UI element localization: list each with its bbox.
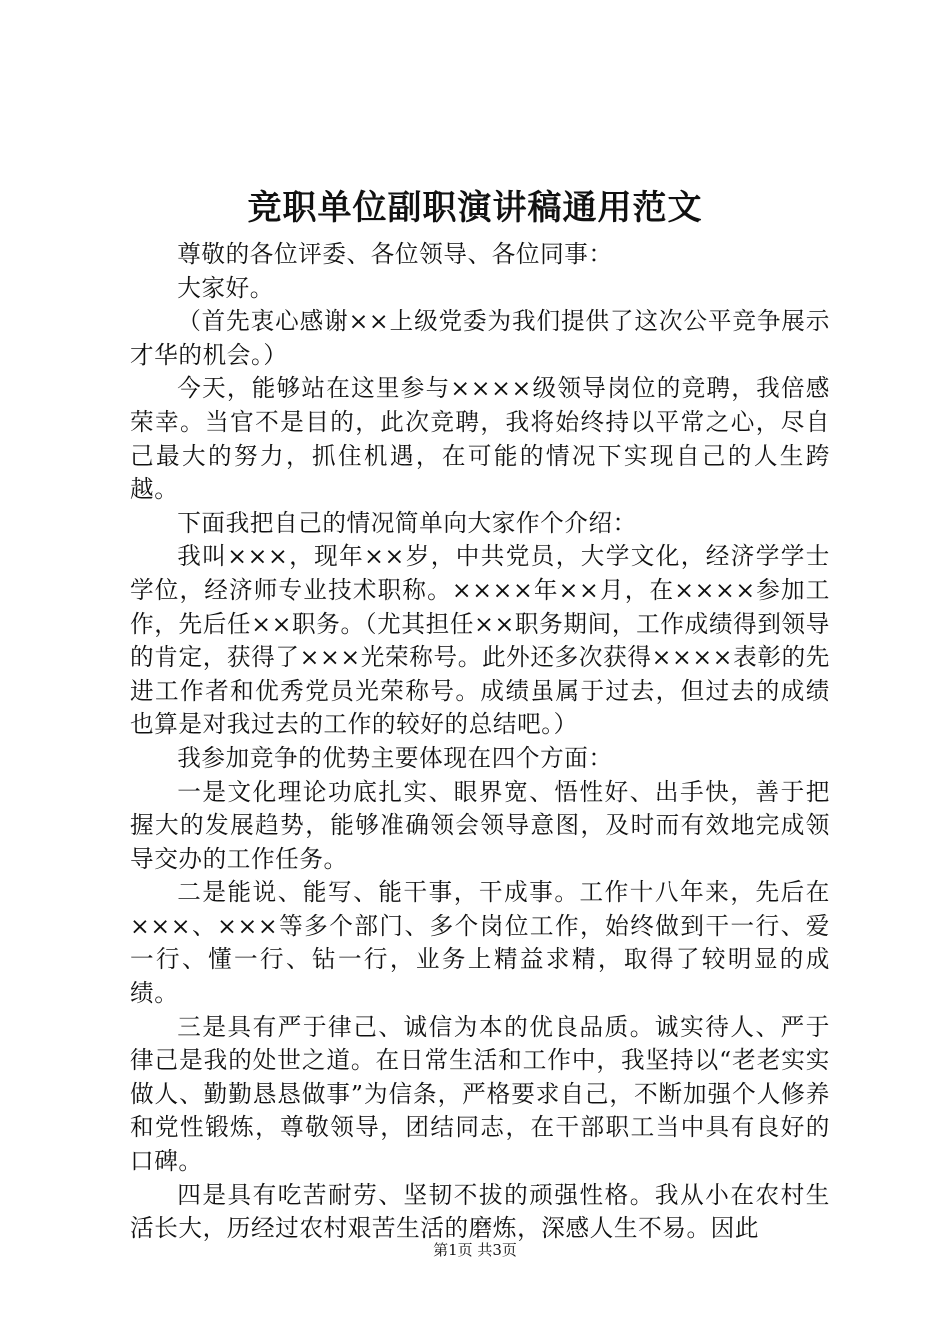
- document-body: [130, 238, 830, 1246]
- paragraph-advantages-lead: 我参加竞争的优势主要体现在四个方面：: [177, 743, 613, 772]
- paragraph-advantage-4: 四是具有吃苦耐劳、坚韧不拔的顽强性格。我从小在农村生活长大，历经过农村艰苦生活的磨炼，深感人生不易。因此: [130, 1180, 830, 1243]
- page-footer: 第1页 共3页: [433, 1241, 517, 1259]
- paragraph-intro-lead: 下面我把自己的情况简单向大家作个介绍：: [177, 508, 637, 537]
- document-title: 竞职单位副职演讲稿通用范文: [247, 188, 703, 228]
- paragraph-advantage-2: 二是能说、能写、能干事，干成事。工作十八年来，先后在×××、×××等多个部门、多个岗位工作，始终做到干一行、爱一行、懂一行、钻一行，业务上精益求精，取得了较明显的成绩。: [130, 878, 830, 1008]
- paragraph-advantage-3: 三是具有严于律己、诚信为本的优良品质。诚实待人、严于律己是我的处世之道。在日常生活和工作中，我坚持以“老老实实做人、勤勤恳恳做事”为信条，严格要求自己，不断加强个人修养和党性锻炼，尊敬领导，团结同志，在干部职工当中具有良好的口碑。: [130, 1012, 830, 1176]
- paragraph-opening: 今天，能够站在这里参与××××级领导岗位的竞聘，我倍感荣幸。当官不是目的，此次竞聘，我将始终持以平常之心，尽自己最大的努力，抓住机遇，在可能的情况下实现自己的人生跨越。: [130, 374, 830, 504]
- paragraph-greeting: 大家好。: [177, 273, 274, 302]
- paragraph-thanks: （首先衷心感谢××上级党委为我们提供了这次公平竞争展示才华的机会。）: [130, 307, 830, 369]
- paragraph-self-intro: 我叫×××，现年××岁，中共党员，大学文化，经济学学士学位，经济师专业技术职称。××××年××月，在××××参加工作，先后任××职务。（尤其担任××职务期间，工作成绩得到领导的肯定，获得了×××光荣称号。此外还多次获得××××表彰的先进工作者和优秀党员光荣称号。成绩虽属于过去，但过去的成绩也算是对我过去的工作的较好的总结吧。）: [130, 542, 830, 739]
- paragraph-advantage-1: 一是文化理论功底扎实、眼界宽、悟性好、出手快，善于把握大的发展趋势，能够准确领会领导意图，及时而有效地完成领导交办的工作任务。: [130, 777, 830, 873]
- paragraph-salutation: 尊敬的各位评委、各位领导、各位同事：: [177, 240, 613, 268]
